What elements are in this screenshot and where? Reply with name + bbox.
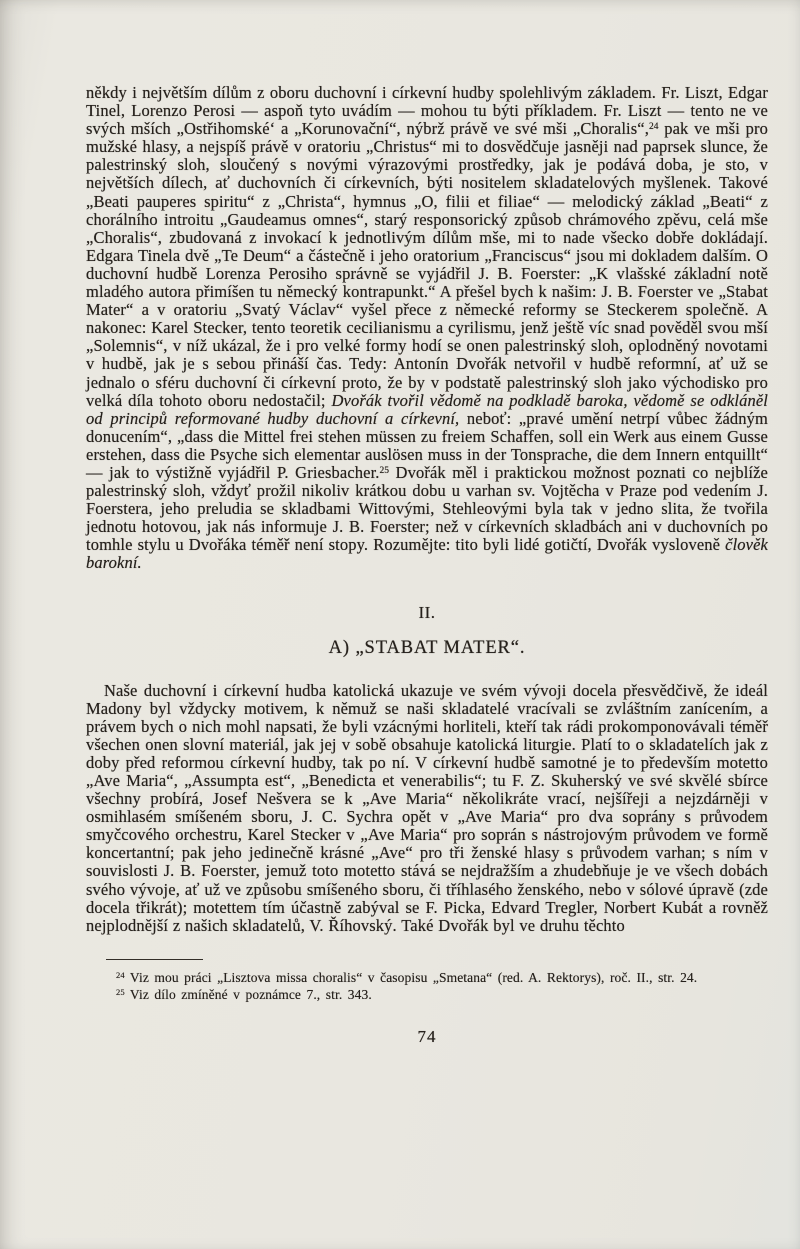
paragraph-1-text: někdy i největším dílům z oboru duchovní i církevní hudby spolehlivým základem. Fr. Liszt, Edgar Tinel, Lorenzo Perosi — aspoň tyto uvádím — mohou tu býti příkladem. Fr. Liszt — tento ne ve svých mších „Ostřihomské‘ a „Korunovační“, nýbrž právě ve své mši „Choralis“, <box>86 83 768 139</box>
text-block <box>86 84 768 1047</box>
paragraph-1-text: Dvořák měl i praktickou možnost poznati co nejblíže palestrinský sloh, vždyť prožil nikoliv krátkou dobu u varhan sv. Vojtěcha v Praze pod vedením J. Foerstera, jeho preludia se skladbami Wittovými, Stehleovými byla tak v jedno slita, že tvořila jednotu hotovou, jak nás informuje J. B. Foerster; než v církevních skladbách ani v duchovních po tomhle stylu u Dvořáka téměř není stopy. Rozumějte: tito byli lidé gotičtí, Dvořák vysloveně <box>86 462 769 555</box>
footnote-25-text: Viz dílo zmíněné v poznámce 7., str. 343. <box>124 986 372 1002</box>
paragraph-2: Naše duchovní i církevní hudba katolická ukazuje ve svém vývoji docela přesvědčivě, že ideál Madony byl vždycky motivem, k němuž se naši skladatelé vracívali se zvláštním zanícením, a právem bych o nich mohl napsati, že byli vzácnými horliteli, kteří tak rádi prokomponovávali téměř všechen onen slovní materiál, jak jej v sobě obsahuje katolická liturgie. Platí to o skladatelích jak z doby před reformou církevní hudby, tak po ní. V církevní hudbě samotné je to především motetto „Ave Maria“, „Assumpta est“, „Benedicta et venerabilis“; tu F. Z. Skuherský ve své skvělé sbírce všechny probírá, Josef Nešvera se k „Ave Maria“ několikráte vrací, nejšířeji a nejzdárněji v osmihlasém smíšeném sboru, J. C. Sychra opět v „Ave Maria“ pro dva soprány s průvodem smyčcového orchestru, Karel Stecker v „Ave Maria“ pro soprán s nástrojovým průvodem ve formě koncertantní; pak jeho jedinečně krásné „Ave“ pro tři ženské hlasy s průvodem varhan; s ním v souvislosti J. B. Foerster, jemuž toto motetto stává se nejdražším a zhudebňuje je ve všech dobách svého vývoje, ať už ve způsobu smíšeného sboru, či tříhlasého ženského, nebo v sólové úpravě (zde docela třikrát); motettem tím účastně zabýval se F. Picka, Edvard Tregler, Norbert Kubát a rovněž nejplodnější z našich skladatelů, V. Říhovský. Také Dvořák byl ve druhu těchto <box>86 680 768 935</box>
footnote-25 <box>86 987 768 1004</box>
footnote-ref-25: 25 <box>379 465 390 476</box>
emphasis-dvorak-baroque: Dvořák tvořil vědomě na podkladě baroka, vědomě se odkláněl od principů reformované hudby duchovní a církevní, <box>86 390 768 428</box>
footnote-24-text: Viz mou práci „Lisztova missa choralis“ v časopisu „Smetana“ (red. A. Rektorys), roč. II., str. 24. <box>124 969 698 985</box>
paragraph-1 <box>86 84 768 573</box>
emphasis-clovek-barokni: člověk barokní. <box>86 535 768 573</box>
section-numeral: II. <box>418 602 436 622</box>
footnote-ref-24: 24 <box>649 122 659 133</box>
footnote-separator-rule <box>106 959 203 960</box>
section-title: A) „STABAT MATER“. <box>328 637 526 658</box>
paragraph-1-text: neboť: „pravé umění netrpí vůbec žádným donucením“, „dass die Mittel frei stehen müssen zu freiem Schaffen, soll ein Werk aus einem Gusse erstehen, dass die Psyche sich elementar auslösen muss in der Tonsprache, die dem Innern entquillt“ — jak to výstižně vyjádřil P. Griesbacher. <box>86 408 768 482</box>
footnote-24-marker: 24 <box>116 969 125 980</box>
footnote-24 <box>86 970 768 987</box>
paragraph-1-text: pak ve mši pro mužské hlasy, a nejspíš právě v oratoriu „Christus“ mi to dosvědčuje jasněji nad paprsek slunce, že palestrinský sloh, sloučený s novými výrazovými prostředky, jak je podává doba, je sto, v největších dílech, ať duchovních či církevních, býti nositelem skladatelových myšlenek. Takové „Beati pauperes spiritu“ z „Christa“, hymnus „O, filii et filiae“ — melodický základ „Beati“ z chorálního introitu „Gaudeamus omnes“, starý responsorický způsob chrámového zpěvu, celá mše „Choralis“, zbudovaná z invokací k jednotlivým dílům mše, mi to nade všecko dobře dokládají. Edgara Tinela dvě „Te Deum“ a částečně i jeho oratorium „Franciscus“ jsou mi dokladem dalším. O duchovní hudbě Lorenza Perosiho správně se vyjádřil J. B. Foerster: „K vlašské základní notě mladého autora přimíšen tu německý kontrapunkt.“ A přešel bych k našim: J. B. Foerster ve „Stabat Mater“ a v oratoriu „Svatý Václav“ vyšel přece z německé reformy se Steckerem společně. A nakonec: Karel Stecker, tento teoretik cecilianismu a cyrilismu, jenž ještě víc snad pověděl svou mší „Solemnis“, v níž ukázal, že i pro velké formy hodí se onen palestrinský sloh, oplodněný novotami v hudbě, jak je s sebou přináší čas. Tedy: Antonín Dvořák netvořil v hudbě reformní, ať už se jednalo o sféru duchovní či církevní proto, že by v podstatě palestrinský sloh jako východisko pro velká díla tohoto oboru nedostačil; <box>86 119 768 410</box>
page-number: 74 <box>417 1027 437 1047</box>
footnote-25-marker: 25 <box>116 986 125 997</box>
